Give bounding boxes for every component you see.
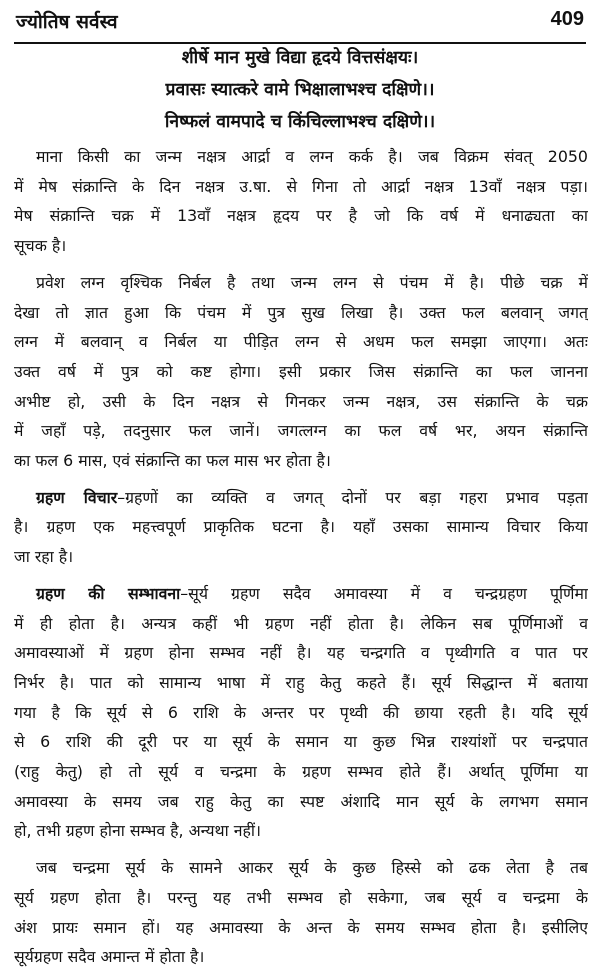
text-line (14, 201, 588, 231)
text-line (14, 483, 588, 513)
page-number: 409 (550, 8, 584, 30)
line-text: में मेष संक्रान्ति के दिन नक्षत्र उ.षा. से गिना तो आर्द्रा नक्षत्र 13वाँ नक्षत्र पड़ा। (14, 176, 588, 196)
sanskrit-verses (0, 42, 600, 138)
text-line (14, 727, 588, 757)
verse-line: प्रवासः स्यात्करे वामे भिक्षालाभश्च दक्षिणे।। (165, 80, 435, 100)
text-line (14, 816, 588, 846)
text-line (14, 387, 588, 417)
text-line (14, 298, 588, 328)
line-text: –सूर्य ग्रहण सदैव अमावस्या में व चन्द्रग्रहण पूर्णिमा (180, 583, 588, 603)
line-text: प्रवेश लग्न वृश्चिक निर्बल है तथा जन्म लग्न से पंचम में है। पीछे चक्र में (36, 272, 588, 292)
paragraph (14, 268, 588, 476)
line-text: –ग्रहणों का व्यक्ति व जगत् दोनों पर बड़ा गहरा प्रभाव पड़ता (117, 487, 588, 507)
text-line (14, 757, 588, 787)
line-text: देखा तो ज्ञात हुआ कि पंचम में पुत्र सुख लिखा है। उक्त फल बलवान् जगत् (14, 302, 588, 322)
line-text: का फल 6 मास, एवं संक्रान्ति का फल मास भर होता है। (14, 451, 331, 471)
text-line (14, 142, 588, 172)
line-text: लग्न में बलवान् व निर्बल या पीड़ित लग्न से अधम फल समझा जाएगा। अतः (14, 332, 588, 352)
text-line (14, 172, 588, 202)
line-text: जब चन्द्रमा सूर्य के सामने आकर सूर्य के कुछ हिस्से को ढक लेता है तब (36, 858, 588, 878)
line-text: अभीष्ट हो, उसी के दिन नक्षत्र से गिनकर जन्म नक्षत्र, उस संक्रान्ति के चक्र (14, 391, 588, 411)
text-line (14, 853, 588, 883)
line-text: (राहु केतु) हो तो सूर्य व चन्द्रमा के ग्रहण सम्भव होते हैं। अर्थात् पूर्णिमा या (14, 762, 588, 782)
line-text: अंश प्रायः समान हों। यह अमावस्या के अन्त के समय सम्भव होता है। इसीलिए (14, 917, 588, 937)
line-text: सूचक है। (14, 236, 67, 256)
text-line (14, 668, 588, 698)
text-line (14, 883, 588, 913)
text-line (14, 446, 588, 476)
line-text: माना किसी का जन्म नक्षत्र आर्द्रा व लग्न कर्क है। जब विक्रम संवत् 2050 (36, 147, 588, 166)
line-text: अमावस्या के समय जब राहु केतु का स्पष्ट अंशादि मान सूर्य के लगभग समान (14, 791, 588, 811)
line-text: सूर्यग्रहण सदैव अमान्त में होता है। (14, 947, 205, 967)
line-text: निर्भर है। पात को सामान्य भाषा में राहु केतु कहते हैं। सूर्य सिद्धान्त में बताया (14, 672, 588, 692)
line-text: से 6 राशि की दूरी पर या सूर्य के समान या कुछ भिन्न राश्यांशों पर चन्द्रपात (14, 732, 588, 752)
verse-line: शीर्षे मान मुखे विद्या हृदये वित्तसंक्षयः। (181, 48, 419, 68)
section-heading: ग्रहण विचार (36, 487, 118, 507)
text-line (14, 327, 588, 357)
verse-line: निष्फलं वामपादे च किंचिल्लाभश्च दक्षिणे।। (164, 112, 436, 132)
line-text: मेष संक्रान्ति चक्र में 13वाँ नक्षत्र हृदय पर है जो कि वर्ष में धनाढ्यता का (14, 206, 588, 226)
running-title: ज्योतिष सर्वस्व (16, 11, 118, 33)
paragraph (14, 579, 588, 846)
line-text: गया है कि सूर्य से 6 राशि के अन्तर पर पृथ्वी की छाया रहती है। यदि सूर्य (14, 702, 588, 722)
paragraph (14, 483, 588, 572)
text-line (14, 579, 588, 609)
line-text: जा रहा है। (14, 547, 74, 567)
text-line (14, 787, 588, 817)
paragraph (14, 142, 588, 261)
text-line (14, 609, 588, 639)
line-text: में ही होता है। अन्यत्र कहीं भी ग्रहण नहीं होता है। लेकिन सब पूर्णिमाओं व (14, 613, 588, 633)
line-text: सूर्य ग्रहण होता है। परन्तु यह तभी सम्भव हो सकेगा, जब सूर्य व चन्द्रमा के (14, 887, 588, 907)
text-line (14, 698, 588, 728)
line-text: उक्त वर्ष में पुत्र को कष्ट होगा। इसी प्रकार जिस संक्रान्ति का फल जानना (14, 361, 588, 381)
line-text: अमावस्याओं में ग्रहण होना सम्भव नहीं है। यह चन्द्रगति व पृथ्वीगति व पात पर (14, 643, 588, 663)
text-line (14, 231, 588, 261)
body-text (14, 142, 588, 979)
text-line (14, 913, 588, 943)
line-text: में जहाँ पड़े, तदनुसार फल जानें। जगत्लग्न का फल वर्ष भर, अयन संक्रान्ति (14, 421, 588, 441)
paragraph (14, 853, 588, 972)
text-line (14, 416, 588, 446)
line-text: हो, तभी ग्रहण होना सम्भव है, अन्यथा नहीं। (14, 821, 261, 841)
text-line (14, 357, 588, 387)
line-text: है। ग्रहण एक महत्त्वपूर्ण प्राकृतिक घटना है। यहाँ उसका सामान्य विचार किया (14, 517, 588, 537)
page-header (14, 6, 586, 44)
text-line (14, 638, 588, 668)
text-line (14, 268, 588, 298)
section-heading: ग्रहण की सम्भावना (36, 583, 181, 603)
text-line (14, 942, 588, 972)
text-line (14, 512, 588, 542)
text-line (14, 542, 588, 572)
